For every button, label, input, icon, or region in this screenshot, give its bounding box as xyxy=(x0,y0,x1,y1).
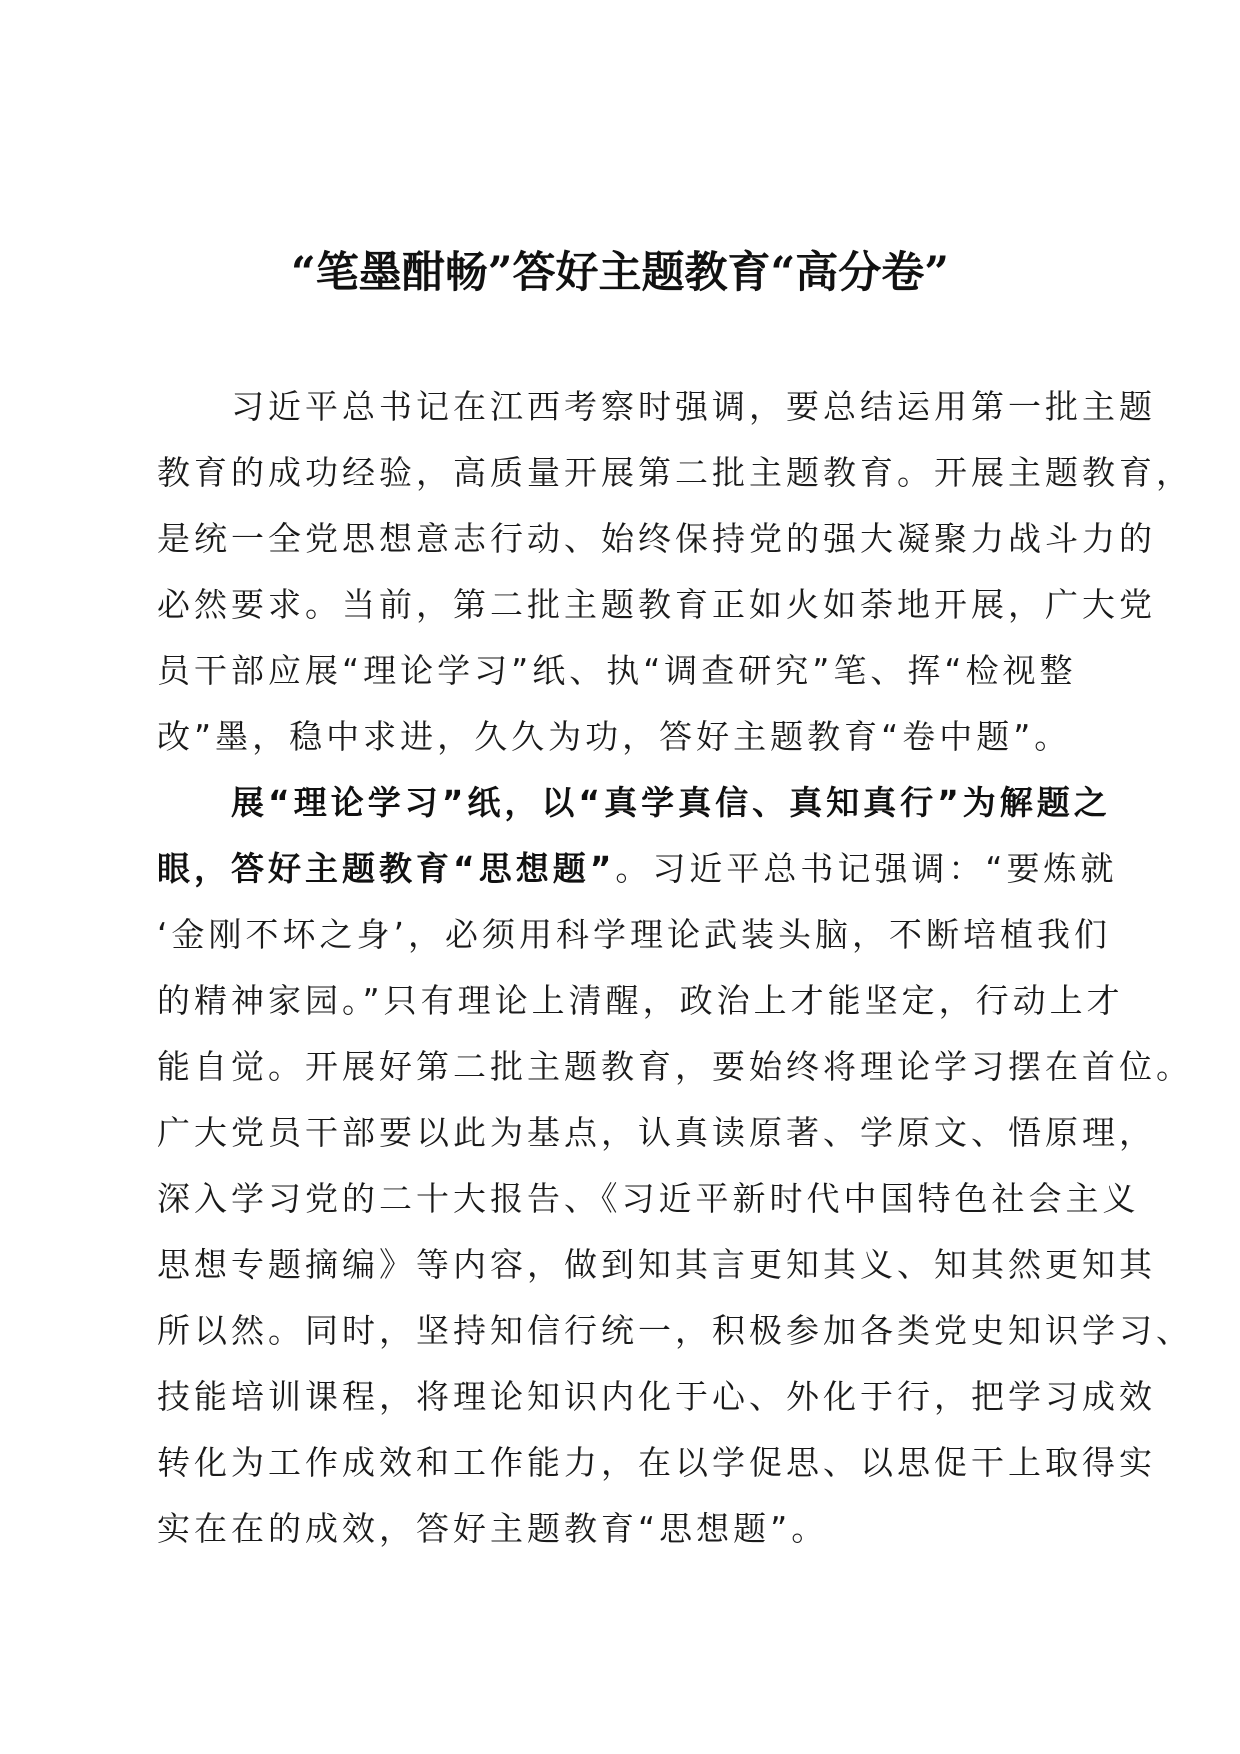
paragraph-line: 转化为工作成效和工作能力，在以学促思、以思促干上取得实 xyxy=(157,1443,1156,1482)
paragraph-line xyxy=(157,836,1118,902)
paragraph-line: 所以然。同时，坚持知信行统一，积极参加各类党史知识学习、 xyxy=(157,1311,1193,1350)
paragraph-lead-text: 眼，答好主题教育“思想题” xyxy=(157,849,616,888)
document-title: “笔墨酣畅”答好主题教育“高分卷” xyxy=(291,248,949,298)
paragraph-intro xyxy=(157,374,1193,770)
paragraph-line: 广大党员干部要以此为基点，认真读原著、学原文、悟原理， xyxy=(157,1113,1156,1152)
paragraph-lead-line: 展“理论学习”纸，以“真学真信、真知真行”为解题之 xyxy=(231,783,1111,822)
paragraph-line: 教育的成功经验，高质量开展第二批主题教育。开展主题教育， xyxy=(157,453,1193,492)
paragraph-line: 改”墨，稳中求进，久久为功，答好主题教育“卷中题”。 xyxy=(157,717,1072,756)
paragraph-line: 必然要求。当前，第二批主题教育正如火如荼地开展，广大党 xyxy=(157,585,1156,624)
paragraph-theory-study xyxy=(157,770,1193,1562)
paragraph-line: 的精神家园。”只有理论上清醒，政治上才能坚定，行动上才 xyxy=(157,981,1124,1020)
paragraph-line: 技能培训课程，将理论知识内化于心、外化于行，把学习成效 xyxy=(157,1377,1156,1416)
paragraph-line: 习近平总书记在江西考察时强调，要总结运用第一批主题 xyxy=(231,387,1156,426)
paragraph-line: 实在在的成效，答好主题教育“思想题”。 xyxy=(157,1509,829,1548)
paragraph-line: 员干部应展“理论学习”纸、执“调查研究”笔、挥“检视整 xyxy=(157,651,1077,690)
document-body xyxy=(157,374,1193,1562)
paragraph-line: ‘金刚不坏之身’，必须用科学理论武装头脑，不断培植我们 xyxy=(157,915,1111,954)
paragraph-line: 能自觉。开展好第二批主题教育，要始终将理论学习摆在首位。 xyxy=(157,1047,1193,1086)
paragraph-line: 深入学习党的二十大报告、《习近平新时代中国特色社会主义 xyxy=(157,1179,1140,1218)
paragraph-line: 思想专题摘编》等内容，做到知其言更知其义、知其然更知其 xyxy=(157,1245,1156,1284)
paragraph-line-rest: 。习近平总书记强调：“要炼就 xyxy=(615,849,1118,888)
paragraph-line: 是统一全党思想意志行动、始终保持党的强大凝聚力战斗力的 xyxy=(157,519,1156,558)
